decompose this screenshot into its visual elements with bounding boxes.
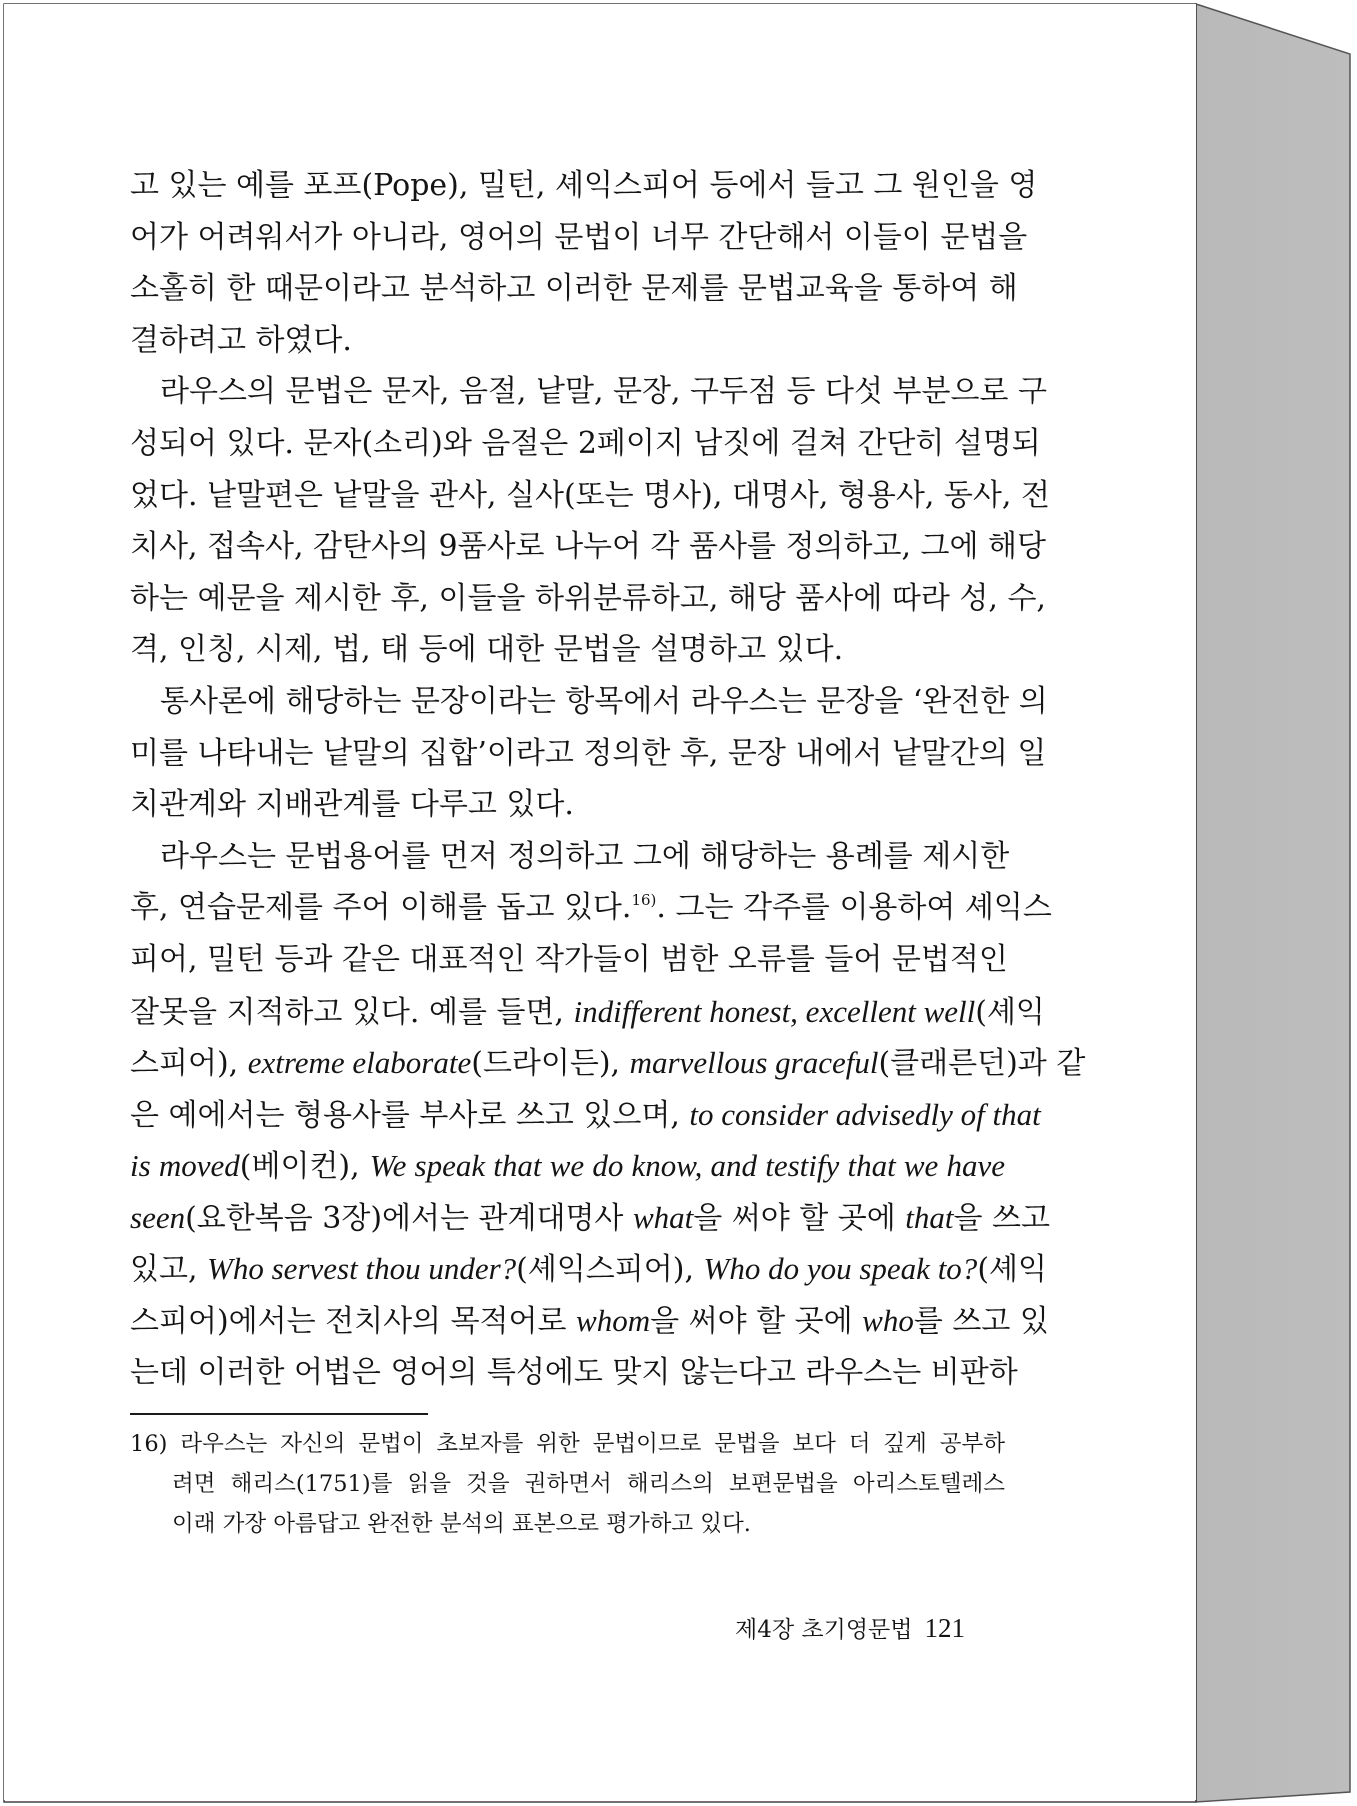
italic-example: indifferent honest, excellent well xyxy=(573,993,976,1029)
text-line: 었다. 낱말편은 낱말을 관사, 실사(또는 명사), 대명사, 형용사, 동사, 전 xyxy=(130,477,1050,513)
body-text xyxy=(130,160,1086,1398)
text-line: 격, 인칭, 시제, 법, 태 등에 대한 문법을 설명하고 있다. xyxy=(130,632,844,668)
footnote-text: 라우스는 자신의 문법이 초보자를 위한 문법이므로 문법을 보다 더 깊게 공부하 xyxy=(180,1431,1005,1457)
text-line: 고 있는 예를 포프(Pope), 밀턴, 셰익스피어 등에서 들고 그 원인을 영 xyxy=(130,168,1038,203)
text-line: 통사론에 해당하는 문장이라는 항목에서 라우스는 문장을 ‘완전한 의 xyxy=(160,683,1048,719)
footnote-line xyxy=(130,1424,1005,1464)
text-run: 을 쓰고 xyxy=(953,1200,1050,1236)
text-line: 라우스는 문법용어를 먼저 정의하고 그에 해당하는 용례를 제시한 xyxy=(160,838,1010,874)
text-run: (셰익스피어), xyxy=(516,1252,704,1288)
footnote-line: 이래 가장 아름답고 완전한 분석의 표본으로 평가하고 있다. xyxy=(172,1511,751,1537)
text-run: . 그는 각주를 이용하여 셰익스 xyxy=(656,890,1052,926)
italic-example: We speak that we do know, and testify that we have xyxy=(369,1148,1005,1184)
footnote-reference: 16) xyxy=(631,891,657,910)
italic-example: seen xyxy=(130,1199,186,1235)
italic-example: who xyxy=(862,1303,914,1339)
italic-example: Who servest thou under? xyxy=(207,1251,517,1287)
text-line xyxy=(130,882,1052,934)
text-line: 치사, 접속사, 감탄사의 9품사로 나누어 각 품사를 정의하고, 그에 해당 xyxy=(130,529,1046,565)
text-run: (셰익 xyxy=(975,994,1045,1030)
italic-example: to consider advisedly of that xyxy=(689,1096,1041,1132)
text-line xyxy=(130,986,1045,1038)
italic-example: whom xyxy=(576,1303,651,1339)
italic-example: Who do you speak to? xyxy=(703,1251,978,1287)
text-line: 어가 어려워서가 아니라, 영어의 문법이 너무 간단해서 이들이 문법을 xyxy=(130,219,1028,255)
text-run: 잘못을 지적하고 있다. 예를 들면, xyxy=(130,994,574,1030)
text-run: (요한복음 3장)에서는 관계대명사 xyxy=(185,1200,633,1236)
italic-example: marvellous graceful xyxy=(629,1045,879,1081)
text-line: 치관계와 지배관계를 다루고 있다. xyxy=(130,787,574,823)
text-run: 을 써야 할 곳에 xyxy=(650,1304,863,1340)
text-run: 은 예에서는 형용사를 부사로 쓰고 있으며, xyxy=(130,1097,690,1133)
italic-example: is moved xyxy=(130,1148,240,1184)
footnote-number: 16) xyxy=(130,1431,168,1457)
text-line xyxy=(130,1192,1050,1244)
text-line: 는데 이러한 어법은 영어의 특성에도 맞지 않는다고 라우스는 비판하 xyxy=(130,1354,1018,1390)
chapter-title: 제4장 초기영문법 xyxy=(735,1617,913,1643)
text-run: (베이컨), xyxy=(239,1149,370,1185)
italic-example: extreme elaborate xyxy=(247,1045,472,1081)
footnote-divider xyxy=(130,1413,428,1415)
footnote xyxy=(130,1424,1005,1544)
text-run: (클래른던)과 같 xyxy=(878,1046,1086,1082)
text-line xyxy=(130,1037,1086,1089)
text-line: 라우스의 문법은 문자, 음절, 낱말, 문장, 구두점 등 다섯 부분으로 구 xyxy=(160,374,1047,410)
page-number: 121 xyxy=(924,1613,965,1643)
italic-example: that xyxy=(905,1199,954,1235)
text-run: (셰익 xyxy=(977,1252,1047,1288)
text-line xyxy=(130,1089,1041,1141)
text-run: 을 써야 할 곳에 xyxy=(693,1200,906,1236)
text-line xyxy=(130,1295,1049,1347)
footnote-line: 려면 해리스(1751)를 읽을 것을 권하면서 해리스의 보편문법을 아리스토텔레스 xyxy=(172,1471,1005,1497)
italic-example: what xyxy=(632,1199,694,1235)
text-line: 하는 예문을 제시한 후, 이들을 하위분류하고, 해당 품사에 따라 성, 수, xyxy=(130,580,1046,616)
text-run: (드라이든), xyxy=(471,1046,630,1082)
text-line: 미를 나타내는 낱말의 집합’이라고 정의한 후, 문장 내에서 낱말간의 일 xyxy=(130,735,1047,771)
text-run: 를 쓰고 있 xyxy=(913,1304,1049,1340)
text-line: 결하려고 하였다. xyxy=(130,322,352,358)
text-run: 스피어), xyxy=(130,1046,248,1082)
text-line: 피어, 밀턴 등과 같은 대표적인 작가들이 범한 오류를 들어 문법적인 xyxy=(130,941,1008,977)
running-footer xyxy=(735,1608,975,1648)
text-run: 스피어)에서는 전치사의 목적어로 xyxy=(130,1304,577,1340)
text-run: 후, 연습문제를 주어 이해를 돕고 있다. xyxy=(130,890,632,926)
text-line xyxy=(130,1243,1047,1295)
text-run: 있고, xyxy=(130,1252,208,1288)
text-line xyxy=(130,1140,1005,1192)
text-line: 소홀히 한 때문이라고 분석하고 이러한 문제를 문법교육을 통하여 해 xyxy=(130,271,1018,307)
text-line: 성되어 있다. 문자(소리)와 음절은 2페이지 남짓에 걸쳐 간단히 설명되 xyxy=(130,425,1041,461)
